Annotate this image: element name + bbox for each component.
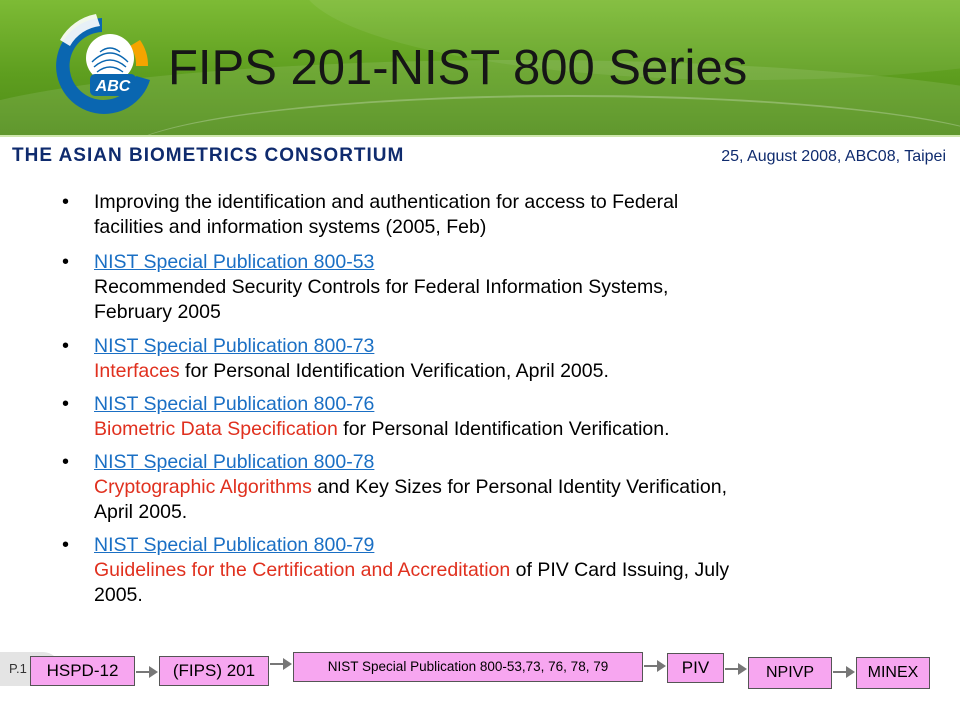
bullet-text: for Personal Identification Verification. bbox=[337, 418, 670, 440]
flow-arrow bbox=[136, 671, 156, 673]
nist-800-79-link[interactable]: NIST Special Publication 800-79 bbox=[94, 534, 375, 556]
flow-box-hspd12: HSPD-12 bbox=[30, 656, 135, 686]
highlight-text: Cryptographic Algorithms bbox=[94, 476, 312, 498]
bullet-text: of PIV Card Issuing, July bbox=[510, 559, 730, 581]
flow-arrow bbox=[644, 665, 664, 667]
event-date: 25, August 2008, ABC08, Taipei bbox=[721, 148, 946, 165]
flow-box-piv: PIV bbox=[667, 653, 724, 683]
list-item bbox=[94, 190, 924, 240]
list-item bbox=[94, 250, 924, 325]
list-item bbox=[94, 334, 924, 384]
bullet-text: February 2005 bbox=[94, 301, 221, 323]
flow-arrow bbox=[270, 663, 290, 665]
logo-text: ABC bbox=[95, 78, 131, 95]
flow-box-minex: MINEX bbox=[856, 657, 930, 689]
bullet-marker: • bbox=[62, 451, 70, 473]
list-item bbox=[94, 450, 924, 525]
highlight-text: Guidelines for the Certification and Accreditation bbox=[94, 559, 511, 581]
flow-box-nist-sp800: NIST Special Publication 800-53,73, 76, 78, 79 bbox=[293, 652, 643, 682]
bullet-text: facilities and information systems (2005, Feb) bbox=[94, 216, 487, 238]
bullet-text: and Key Sizes for Personal Identity Verification, bbox=[311, 476, 727, 498]
flow-arrow bbox=[833, 671, 853, 673]
bullet-text: Recommended Security Controls for Federal Information Systems, bbox=[94, 276, 669, 298]
flow-box-fips201: (FIPS) 201 bbox=[159, 656, 269, 686]
nist-800-73-link[interactable]: NIST Special Publication 800-73 bbox=[94, 335, 375, 357]
abc-logo-icon bbox=[40, 10, 165, 120]
consortium-bar bbox=[0, 135, 960, 175]
consortium-name: THE ASIAN BIOMETRICS CONSORTIUM bbox=[12, 145, 405, 166]
nist-800-53-link[interactable]: NIST Special Publication 800-53 bbox=[94, 251, 375, 273]
bullet-marker: • bbox=[62, 191, 70, 213]
bullet-text: for Personal Identification Verification, April 2005. bbox=[179, 360, 609, 382]
page-number: P.1 bbox=[9, 661, 27, 676]
bullet-text: Improving the identification and authentication for access to Federal bbox=[94, 191, 679, 213]
bullet-marker: • bbox=[62, 251, 70, 273]
bullet-marker: • bbox=[62, 393, 70, 415]
highlight-text: Interfaces bbox=[94, 360, 180, 382]
header-banner bbox=[0, 0, 960, 135]
nist-800-78-link[interactable]: NIST Special Publication 800-78 bbox=[94, 451, 375, 473]
bullet-text: 2005. bbox=[94, 584, 143, 606]
highlight-text: Biometric Data Specification bbox=[94, 418, 338, 440]
flow-arrow bbox=[725, 668, 745, 670]
list-item bbox=[94, 392, 924, 442]
nist-800-76-link[interactable]: NIST Special Publication 800-76 bbox=[94, 393, 375, 415]
bullet-marker: • bbox=[62, 534, 70, 556]
bullet-marker: • bbox=[62, 335, 70, 357]
page-title: FIPS 201-NIST 800 Series bbox=[168, 41, 748, 95]
list-item bbox=[94, 533, 924, 608]
bullet-text: April 2005. bbox=[94, 501, 188, 523]
flow-box-npivp: NPIVP bbox=[748, 657, 832, 689]
